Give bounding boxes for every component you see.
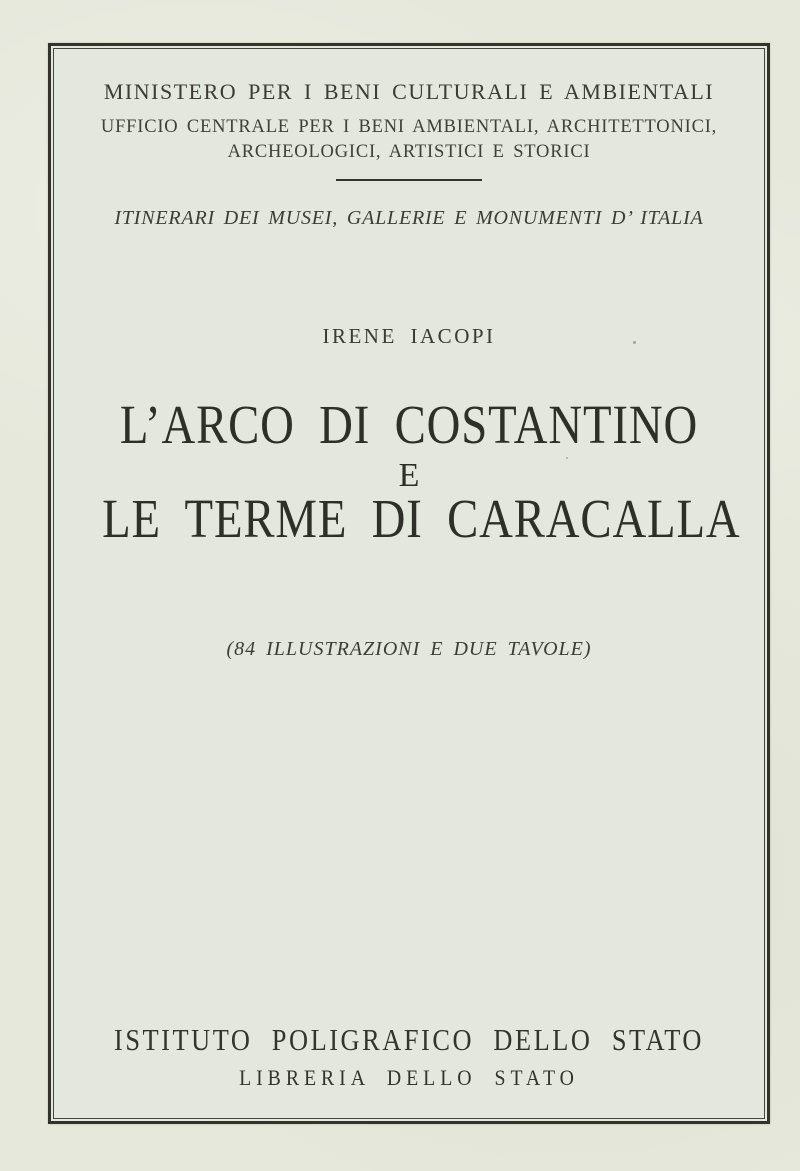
office-name-line-1: UFFICIO CENTRALE PER I BENI AMBIENTALI, ARCHITETTONICI, bbox=[100, 117, 718, 137]
paper-speck bbox=[566, 457, 568, 459]
book-title-line-1: L’ARCO DI COSTANTINO bbox=[119, 394, 699, 455]
office-name-line-2: ARCHEOLOGICI, ARTISTICI E STORICI bbox=[227, 142, 591, 162]
book-title-line-2: LE TERME DI CARACALLA bbox=[102, 488, 741, 549]
paper-speck bbox=[633, 341, 636, 344]
ministry-name: MINISTERO PER I BENI CULTURALI E AMBIENTALI bbox=[103, 79, 715, 104]
illustrations-note: (84 ILLUSTRAZIONI E DUE TAVOLE) bbox=[226, 638, 592, 660]
author-name: IRENE IACOPI bbox=[322, 324, 496, 348]
series-title: ITINERARI DEI MUSEI, GALLERIE E MONUMENTI D’ ITALIA bbox=[114, 207, 704, 229]
book-title-conjunction: E bbox=[398, 457, 420, 494]
imprint-name: LIBRERIA DELLO STATO bbox=[239, 1065, 579, 1090]
title-page-content bbox=[48, 0, 770, 1171]
publisher-name: ISTITUTO POLIGRAFICO DELLO STATO bbox=[113, 1022, 705, 1057]
divider-rule bbox=[336, 179, 482, 181]
